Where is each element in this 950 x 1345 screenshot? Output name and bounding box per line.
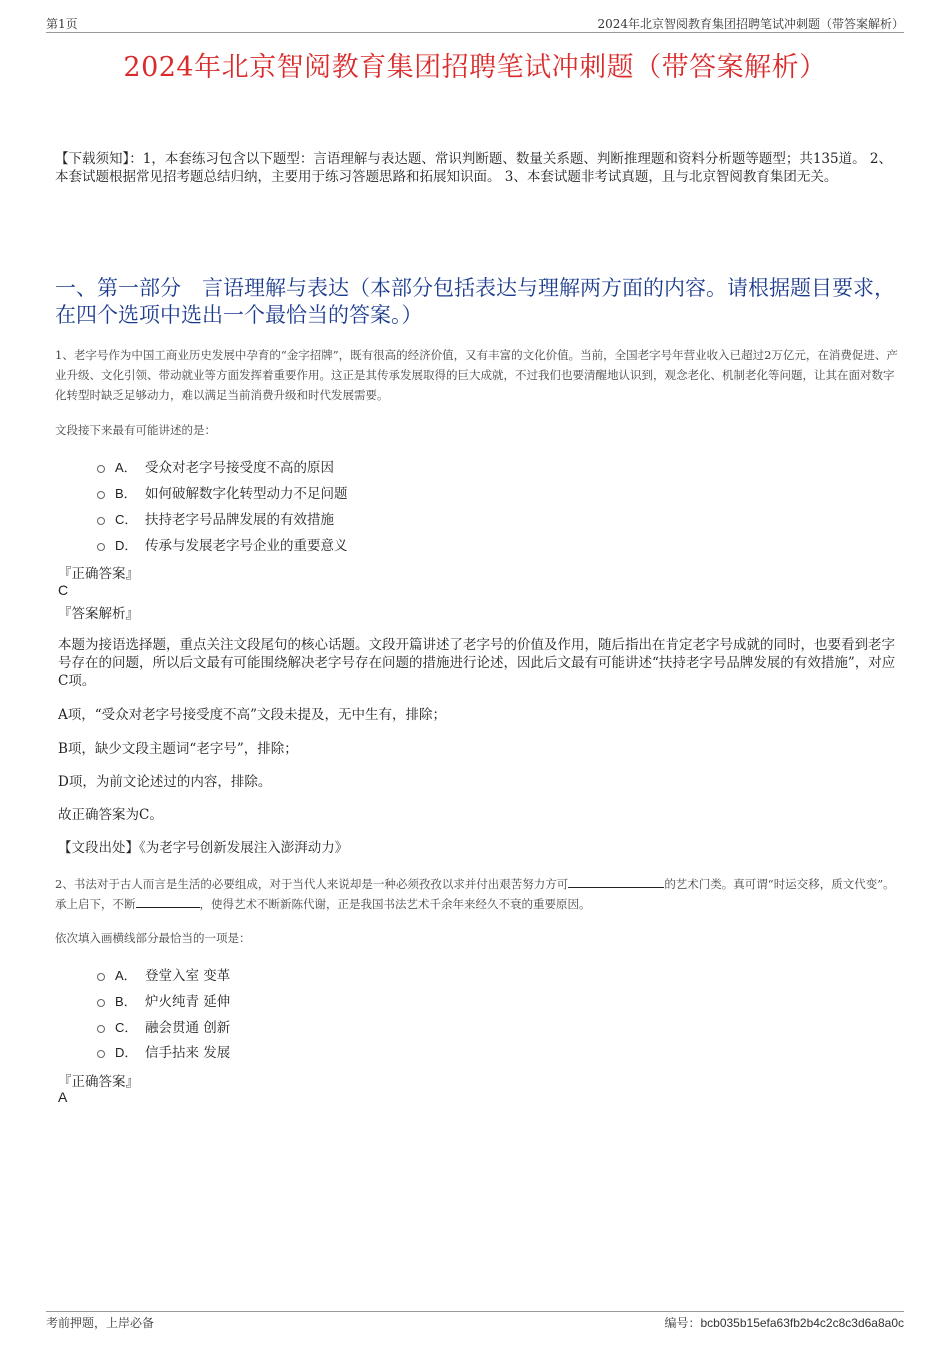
section-heading: 一、第一部分 言语理解与表达（本部分包括表达与理解两方面的内容。请根据题目要求，在四个选项中选出一个最恰当的答案。） — [55, 276, 895, 327]
q1-analysis-d: D项，为前文论述过的内容，排除。 — [58, 774, 272, 790]
footer-code — [664, 1314, 904, 1331]
question-1-prompt: 文段接下来最有可能讲述的是： — [55, 423, 216, 437]
radio-icon[interactable] — [97, 1025, 105, 1033]
fill-blank-1[interactable] — [568, 875, 664, 888]
q1-source: 【文段出处】《为老字号创新发展注入澎湃动力》 — [58, 840, 349, 856]
footer-slogan: 考前押题，上岸必备 — [46, 1316, 155, 1330]
q1-analysis-main: 本题为接语选择题，重点关注文段尾句的核心话题。文段开篇讲述了老字号的价值及作用，随后指出在肯定老字号成就的同时，也要看到老字号存在的问题，所以后文最有可能围绕解决老字号存在问题的措施进行论述，因此后文最有可能讲述“扶持老字号品牌发展的有效措施”，对应C项。 — [58, 637, 896, 689]
q1-answer: C — [58, 582, 69, 598]
radio-icon[interactable] — [97, 1050, 105, 1058]
option-text: 如何破解数字化转型动力不足问题 — [145, 486, 348, 502]
option-text: 炉火纯青 延伸 — [145, 994, 231, 1010]
q1-analysis-tag: 『答案解析』 — [58, 606, 139, 622]
q1-option-d[interactable] — [97, 534, 348, 554]
option-letter: A． — [115, 459, 137, 475]
radio-icon[interactable] — [97, 465, 105, 473]
q2-answer-tag: 『正确答案』 — [58, 1074, 139, 1090]
q2-answer: A — [58, 1089, 68, 1105]
option-letter: A． — [115, 967, 137, 983]
radio-icon[interactable] — [97, 999, 105, 1007]
option-letter: C． — [115, 511, 138, 527]
radio-icon[interactable] — [97, 543, 105, 551]
header-doc-title: 2024年北京智阅教育集团招聘笔试冲刺题（带答案解析） — [597, 17, 904, 31]
q2-option-d[interactable] — [97, 1041, 230, 1061]
option-text: 信手拈来 发展 — [145, 1045, 231, 1061]
q1-answer-tag: 『正确答案』 — [58, 566, 139, 582]
q1-option-b[interactable] — [97, 482, 348, 502]
option-letter: B． — [115, 485, 137, 501]
q1-option-c[interactable] — [97, 508, 334, 528]
download-notice: 【下载须知】：1，本套练习包含以下题型：言语理解与表达题、常识判断题、数量关系题、判断推理题和资料分析题等题型；共135道。 2、本套试题根据常见招考题总结归纳，主要用于练习答题思路和拓展知识面。 3、本套试题非考试真题，且与北京智阅教育集团无关。 — [55, 151, 892, 185]
footer-divider — [46, 1311, 904, 1312]
option-letter: C． — [115, 1019, 138, 1035]
q2-option-c[interactable] — [97, 1016, 230, 1036]
option-text: 传承与发展老字号企业的重要意义 — [145, 538, 348, 554]
question-2-prompt: 依次填入画横线部分最恰当的一项是： — [55, 931, 251, 945]
fill-blank-2[interactable] — [136, 895, 200, 908]
q2-option-a[interactable] — [97, 964, 230, 984]
header-divider — [46, 32, 904, 33]
q1-analysis-b: B项，缺少文段主题词“老字号”，排除； — [58, 741, 298, 757]
page-number: 第1页 — [46, 17, 78, 31]
footer-code-value: bcb035b15efa63fb2b4c2c8c3d6a8a0c — [700, 1316, 904, 1330]
radio-icon[interactable] — [97, 973, 105, 981]
option-letter: D． — [115, 537, 138, 553]
option-text: 扶持老字号品牌发展的有效措施 — [145, 512, 334, 528]
radio-icon[interactable] — [97, 517, 105, 525]
q2-option-b[interactable] — [97, 990, 230, 1010]
option-text: 融会贯通 创新 — [145, 1020, 231, 1036]
option-text: 登堂入室 变革 — [145, 968, 231, 984]
option-letter: B． — [115, 993, 137, 1009]
question-2-text: 2、书法对于古人而言是生活的必要组成，对于当代人来说却是一种必须孜孜以求并付出艰苦努力方可 的艺术门类。真可谓“时运交移，质文代变”。承上启下，不断 ，使得艺术不断新陈代谢，正是我国书法艺术千余年来经久不衰的重要原因。 — [55, 877, 895, 911]
option-text: 受众对老字号接受度不高的原因 — [145, 460, 334, 476]
option-letter: D． — [115, 1044, 138, 1060]
question-1-text: 1、老字号作为中国工商业历史发展中孕育的“金字招牌”，既有很高的经济价值，又有丰富的文化价值。当前，全国老字号年营业收入已超过2万亿元，在消费促进、产业升级、文化引领、带动就业等方面发挥着重要作用。这正是其传承发展取得的巨大成就，不过我们也要清醒地认识到，观念老化、机制老化等问题，让其在面对数字化转型时缺乏足够动力，难以满足当前消费升级和时代发展需要。 — [55, 348, 898, 402]
q1-analysis-a: A项，“受众对老字号接受度不高”文段未提及，无中生有，排除； — [58, 707, 447, 723]
footer-code-label: 编号： — [664, 1316, 701, 1330]
document-title: 2024年北京智阅教育集团招聘笔试冲刺题（带答案解析） — [123, 52, 827, 83]
q1-option-a[interactable] — [97, 456, 334, 476]
q1-analysis-conclusion: 故正确答案为C。 — [58, 807, 163, 823]
radio-icon[interactable] — [97, 491, 105, 499]
